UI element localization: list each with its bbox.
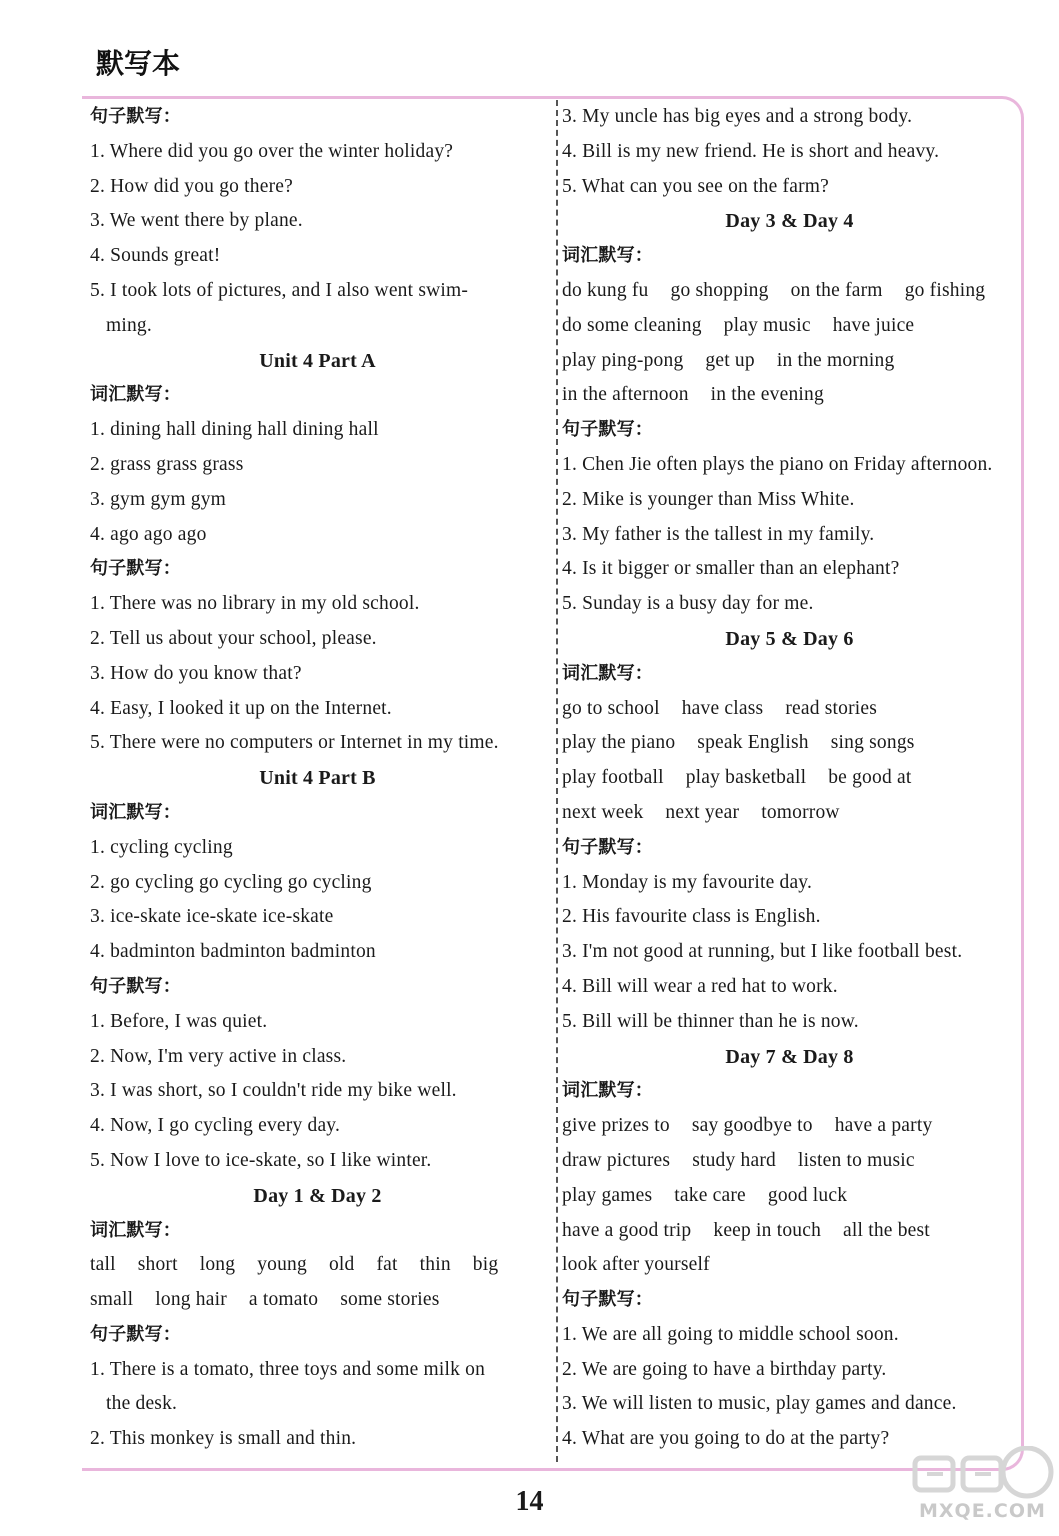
vocab-word: thin	[419, 1254, 451, 1276]
answer-line: 5. What can you see on the farm?	[562, 175, 830, 197]
vocab-word: listen to music	[797, 1149, 915, 1171]
answer-line: 4. Easy, I looked it up on the Internet.	[90, 697, 392, 719]
vocab-word: study hard	[692, 1149, 776, 1171]
vocab-word: fat	[376, 1254, 398, 1276]
vocab-word: play football	[562, 767, 664, 789]
vocab-line	[562, 378, 1017, 413]
vocab-word: tomorrow	[761, 801, 840, 823]
vocab-word: next week	[562, 801, 644, 823]
vocab-word: speak English	[697, 732, 809, 754]
vocab-word: some stories	[340, 1289, 440, 1311]
vocab-word: play music	[723, 314, 811, 336]
exercise-label: 句子默写：	[562, 419, 653, 441]
vocab-word: long	[199, 1254, 236, 1276]
left-column	[90, 100, 545, 1457]
exercise-label: 句子默写：	[562, 836, 653, 858]
answer-line: 1. cycling cycling	[90, 836, 233, 858]
answer-line: 1. Before, I was quiet.	[90, 1010, 268, 1032]
exercise-label: 句子默写：	[562, 1289, 653, 1311]
exercise-label: 词汇默写：	[90, 1219, 181, 1241]
vocab-word: good luck	[767, 1184, 848, 1206]
answer-line: 4. badminton badminton badminton	[90, 941, 376, 963]
vocab-word: a tomato	[248, 1289, 319, 1311]
answer-line: 3. My uncle has big eyes and a strong body.	[562, 106, 913, 127]
vocab-word: do kung fu	[562, 279, 649, 301]
answer-line: 4. Is it bigger or smaller than an elephant?	[562, 558, 900, 580]
answer-line: 2. His favourite class is English.	[562, 906, 821, 928]
answer-line: 3. I'm not good at running, but I like football best.	[562, 941, 963, 963]
answer-line: 3. I was short, so I couldn't ride my bike well.	[90, 1080, 457, 1102]
vocab-word: play basketball	[685, 767, 807, 789]
vocab-word: in the afternoon	[562, 384, 689, 406]
vocab-line	[562, 274, 1017, 309]
vocab-line	[562, 726, 1017, 761]
answer-line: 3. We will listen to music, play games and dance.	[562, 1393, 957, 1415]
vocab-word: big	[472, 1254, 499, 1276]
answer-line: 1. There is a tomato, three toys and some milk on	[90, 1358, 486, 1380]
answer-line: 4. Now, I go cycling every day.	[90, 1115, 341, 1137]
answer-line: 3. ice-skate ice-skate ice-skate	[90, 906, 334, 928]
vocab-line	[562, 692, 1017, 727]
exercise-label: 句子默写：	[90, 1323, 181, 1345]
vocab-word: have juice	[832, 314, 915, 336]
vocab-word: have a good trip	[562, 1219, 692, 1241]
answer-line: 3. gym gym gym	[90, 488, 227, 510]
answer-line: ming.	[106, 314, 152, 336]
answer-line: 4. Bill is my new friend. He is short and heavy.	[562, 140, 940, 162]
vocab-line	[562, 1144, 1017, 1179]
vocab-line	[562, 1214, 1017, 1249]
vocab-word: play ping-pong	[562, 349, 684, 371]
answer-circle-logo-icon	[905, 1446, 1055, 1506]
vocab-word: old	[328, 1254, 355, 1276]
exercise-label: 词汇默写：	[562, 245, 653, 267]
vocab-line	[562, 796, 1017, 831]
column-divider	[556, 100, 558, 1462]
vocab-line	[562, 344, 1017, 379]
right-column	[562, 100, 1017, 1457]
answer-line: 4. Sounds great!	[90, 245, 221, 267]
vocab-line	[562, 1179, 1017, 1214]
exercise-label: 句子默写：	[90, 975, 181, 997]
answer-line: 2. go cycling go cycling go cycling	[90, 871, 372, 893]
vocab-word: go fishing	[904, 279, 986, 301]
vocab-word: give prizes to	[562, 1115, 670, 1137]
exercise-label: 词汇默写：	[90, 384, 181, 406]
vocab-line	[562, 1109, 1017, 1144]
vocab-word: go to school	[562, 697, 660, 719]
answer-line: 5. I took lots of pictures, and I also went swim-	[90, 279, 469, 301]
answer-line: 5. There were no computers or Internet in my time.	[90, 732, 499, 754]
answer-line: 5. Now I love to ice-skate, so I like winter.	[90, 1149, 432, 1171]
exercise-label: 词汇默写：	[562, 662, 653, 684]
answer-line: 4. Bill will wear a red hat to work.	[562, 975, 838, 997]
vocab-word: on the farm	[790, 279, 883, 301]
answer-line: 1. dining hall dining hall dining hall	[90, 419, 379, 441]
vocab-word: have a party	[834, 1115, 933, 1137]
vocab-word: do some cleaning	[562, 314, 702, 336]
vocab-line	[562, 1248, 1017, 1283]
answer-line: 1. Where did you go over the winter holiday?	[90, 140, 454, 162]
answer-line: 3. My father is the tallest in my family.	[562, 523, 875, 545]
section-heading: Day 3 & Day 4	[725, 210, 854, 233]
answer-line: 5. Bill will be thinner than he is now.	[562, 1010, 859, 1032]
watermark-text: MXQE.COM	[919, 1500, 1046, 1522]
answer-line: 2. We are going to have a birthday party.	[562, 1358, 887, 1380]
exercise-label: 句子默写：	[90, 106, 181, 127]
answer-line: 2. Mike is younger than Miss White.	[562, 488, 855, 510]
exercise-label: 词汇默写：	[562, 1080, 653, 1102]
section-heading: Unit 4 Part B	[259, 767, 376, 790]
answer-line: 2. Now, I'm very active in class.	[90, 1045, 347, 1067]
answer-line: 4. ago ago ago	[90, 523, 207, 545]
section-heading: Day 7 & Day 8	[725, 1045, 854, 1068]
watermark-logo	[905, 1446, 1055, 1532]
vocab-word: tall	[90, 1254, 116, 1276]
answer-line: 1. There was no library in my old school.	[90, 593, 420, 615]
vocab-word: get up	[705, 349, 755, 371]
vocab-word: go shopping	[670, 279, 769, 301]
vocab-word: next year	[665, 801, 740, 823]
vocab-line	[90, 1283, 545, 1318]
vocab-word: young	[257, 1254, 307, 1276]
vocab-word: draw pictures	[562, 1149, 671, 1171]
vocab-word: keep in touch	[713, 1219, 822, 1241]
answer-line: 2. Tell us about your school, please.	[90, 627, 377, 649]
answer-line: 3. We went there by plane.	[90, 210, 303, 232]
answer-line: 2. This monkey is small and thin.	[90, 1428, 357, 1450]
vocab-line	[90, 1248, 545, 1283]
answer-line: 1. Chen Jie often plays the piano on Friday afternoon.	[562, 453, 993, 475]
vocab-word: small	[90, 1289, 134, 1311]
vocab-word: have class	[681, 697, 764, 719]
book-title: 默写本	[96, 47, 181, 80]
section-heading: Unit 4 Part A	[259, 349, 376, 372]
answer-line: 1. Monday is my favourite day.	[562, 871, 813, 893]
exercise-label: 词汇默写：	[90, 801, 181, 823]
answer-line: 3. How do you know that?	[90, 662, 302, 684]
vocab-word: sing songs	[830, 732, 915, 754]
answer-line: 2. How did you go there?	[90, 175, 294, 197]
vocab-word: play games	[562, 1184, 653, 1206]
vocab-word: in the evening	[710, 384, 824, 406]
exercise-label: 句子默写：	[90, 558, 181, 580]
vocab-word: say goodbye to	[691, 1115, 813, 1137]
section-heading: Day 5 & Day 6	[725, 627, 854, 650]
answer-line: 2. grass grass grass	[90, 453, 244, 475]
vocab-word: short	[137, 1254, 178, 1276]
vocab-word: play the piano	[562, 732, 676, 754]
section-heading: Day 1 & Day 2	[253, 1184, 382, 1207]
vocab-line	[562, 761, 1017, 796]
vocab-word: all the best	[843, 1219, 930, 1241]
page-number: 14	[515, 1486, 544, 1517]
vocab-word: be good at	[828, 767, 912, 789]
vocab-word: long hair	[155, 1289, 227, 1311]
answer-line: 4. What are you going to do at the party?	[562, 1428, 890, 1450]
answer-line: 1. We are all going to middle school soon.	[562, 1323, 899, 1345]
vocab-word: take care	[674, 1184, 746, 1206]
vocab-word: look after yourself	[562, 1254, 710, 1276]
vocab-line	[562, 309, 1017, 344]
vocab-word: in the morning	[776, 349, 895, 371]
vocab-word: read stories	[785, 697, 878, 719]
answer-line: 5. Sunday is a busy day for me.	[562, 593, 814, 615]
answer-line: the desk.	[106, 1393, 178, 1415]
